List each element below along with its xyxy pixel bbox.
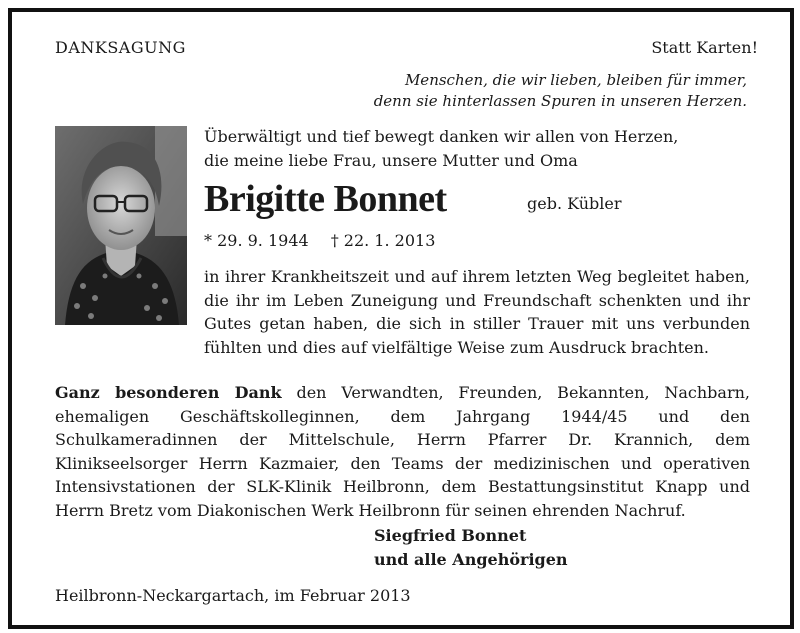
signature-line-1: Siegfried Bonnet [374, 526, 527, 545]
life-dates [204, 231, 457, 250]
place-and-date: Heilbronn-Neckargartach, im Februar 2013 [55, 586, 411, 605]
quote-line-2: denn sie hinterlassen Spuren in unseren Herzen. [373, 92, 747, 110]
special-thanks-paragraph [55, 381, 750, 523]
intro-line-1: Überwältigt und tief bewegt danken wir allen von Herzen, [204, 127, 679, 146]
header-title: DANKSAGUNG [55, 38, 186, 57]
deceased-name: Brigitte Bonnet [204, 178, 447, 220]
quote-line-1: Menschen, die wir lieben, bleiben für immer, [404, 71, 747, 89]
thanks-paragraph: in ihrer Krankheitszeit und auf ihrem letzten Weg begleitet haben, die ihr im Leben Zuneigung und Freundschaft schenkten und ihr Gutes getan haben, die sich in stiller Trauer mit uns verbunden fühlten und dies auf vielfältige Weise zum Ausdruck brachten. [204, 267, 750, 357]
portrait-photo [55, 126, 187, 325]
portrait-photo-drawing [55, 126, 187, 325]
header-note: Statt Karten! [651, 38, 758, 57]
obituary-card [8, 8, 794, 629]
intro-line-2: die meine liebe Frau, unsere Mutter und Oma [204, 151, 578, 170]
birth-date: * 29. 9. 1944 [204, 231, 309, 250]
birth-name: geb. Kübler [527, 194, 622, 213]
signature-line-2: und alle Angehörigen [374, 550, 568, 569]
special-thanks-lead: Ganz besonderen Dank [55, 383, 282, 402]
special-thanks-text: den Verwandten, Freunden, Bekannten, Nachbarn, ehemaligen Geschäftskolleginnen, dem Jahrgang 1944/45 und den Schulkameradinnen der Mittelschule, Herrn Pfarrer Dr. Krannich, dem Klinikseelsorger Herrn Kazmaier, den Teams der medizinischen und operativen Intensivstationen der SLK-Klinik Heilbronn, dem Bestattungsinstitut Knapp und Herrn Bretz vom Diakonischen Werk Heilbronn für seinen ehrenden Nachruf. [55, 383, 751, 520]
death-date: † 22. 1. 2013 [330, 231, 436, 250]
